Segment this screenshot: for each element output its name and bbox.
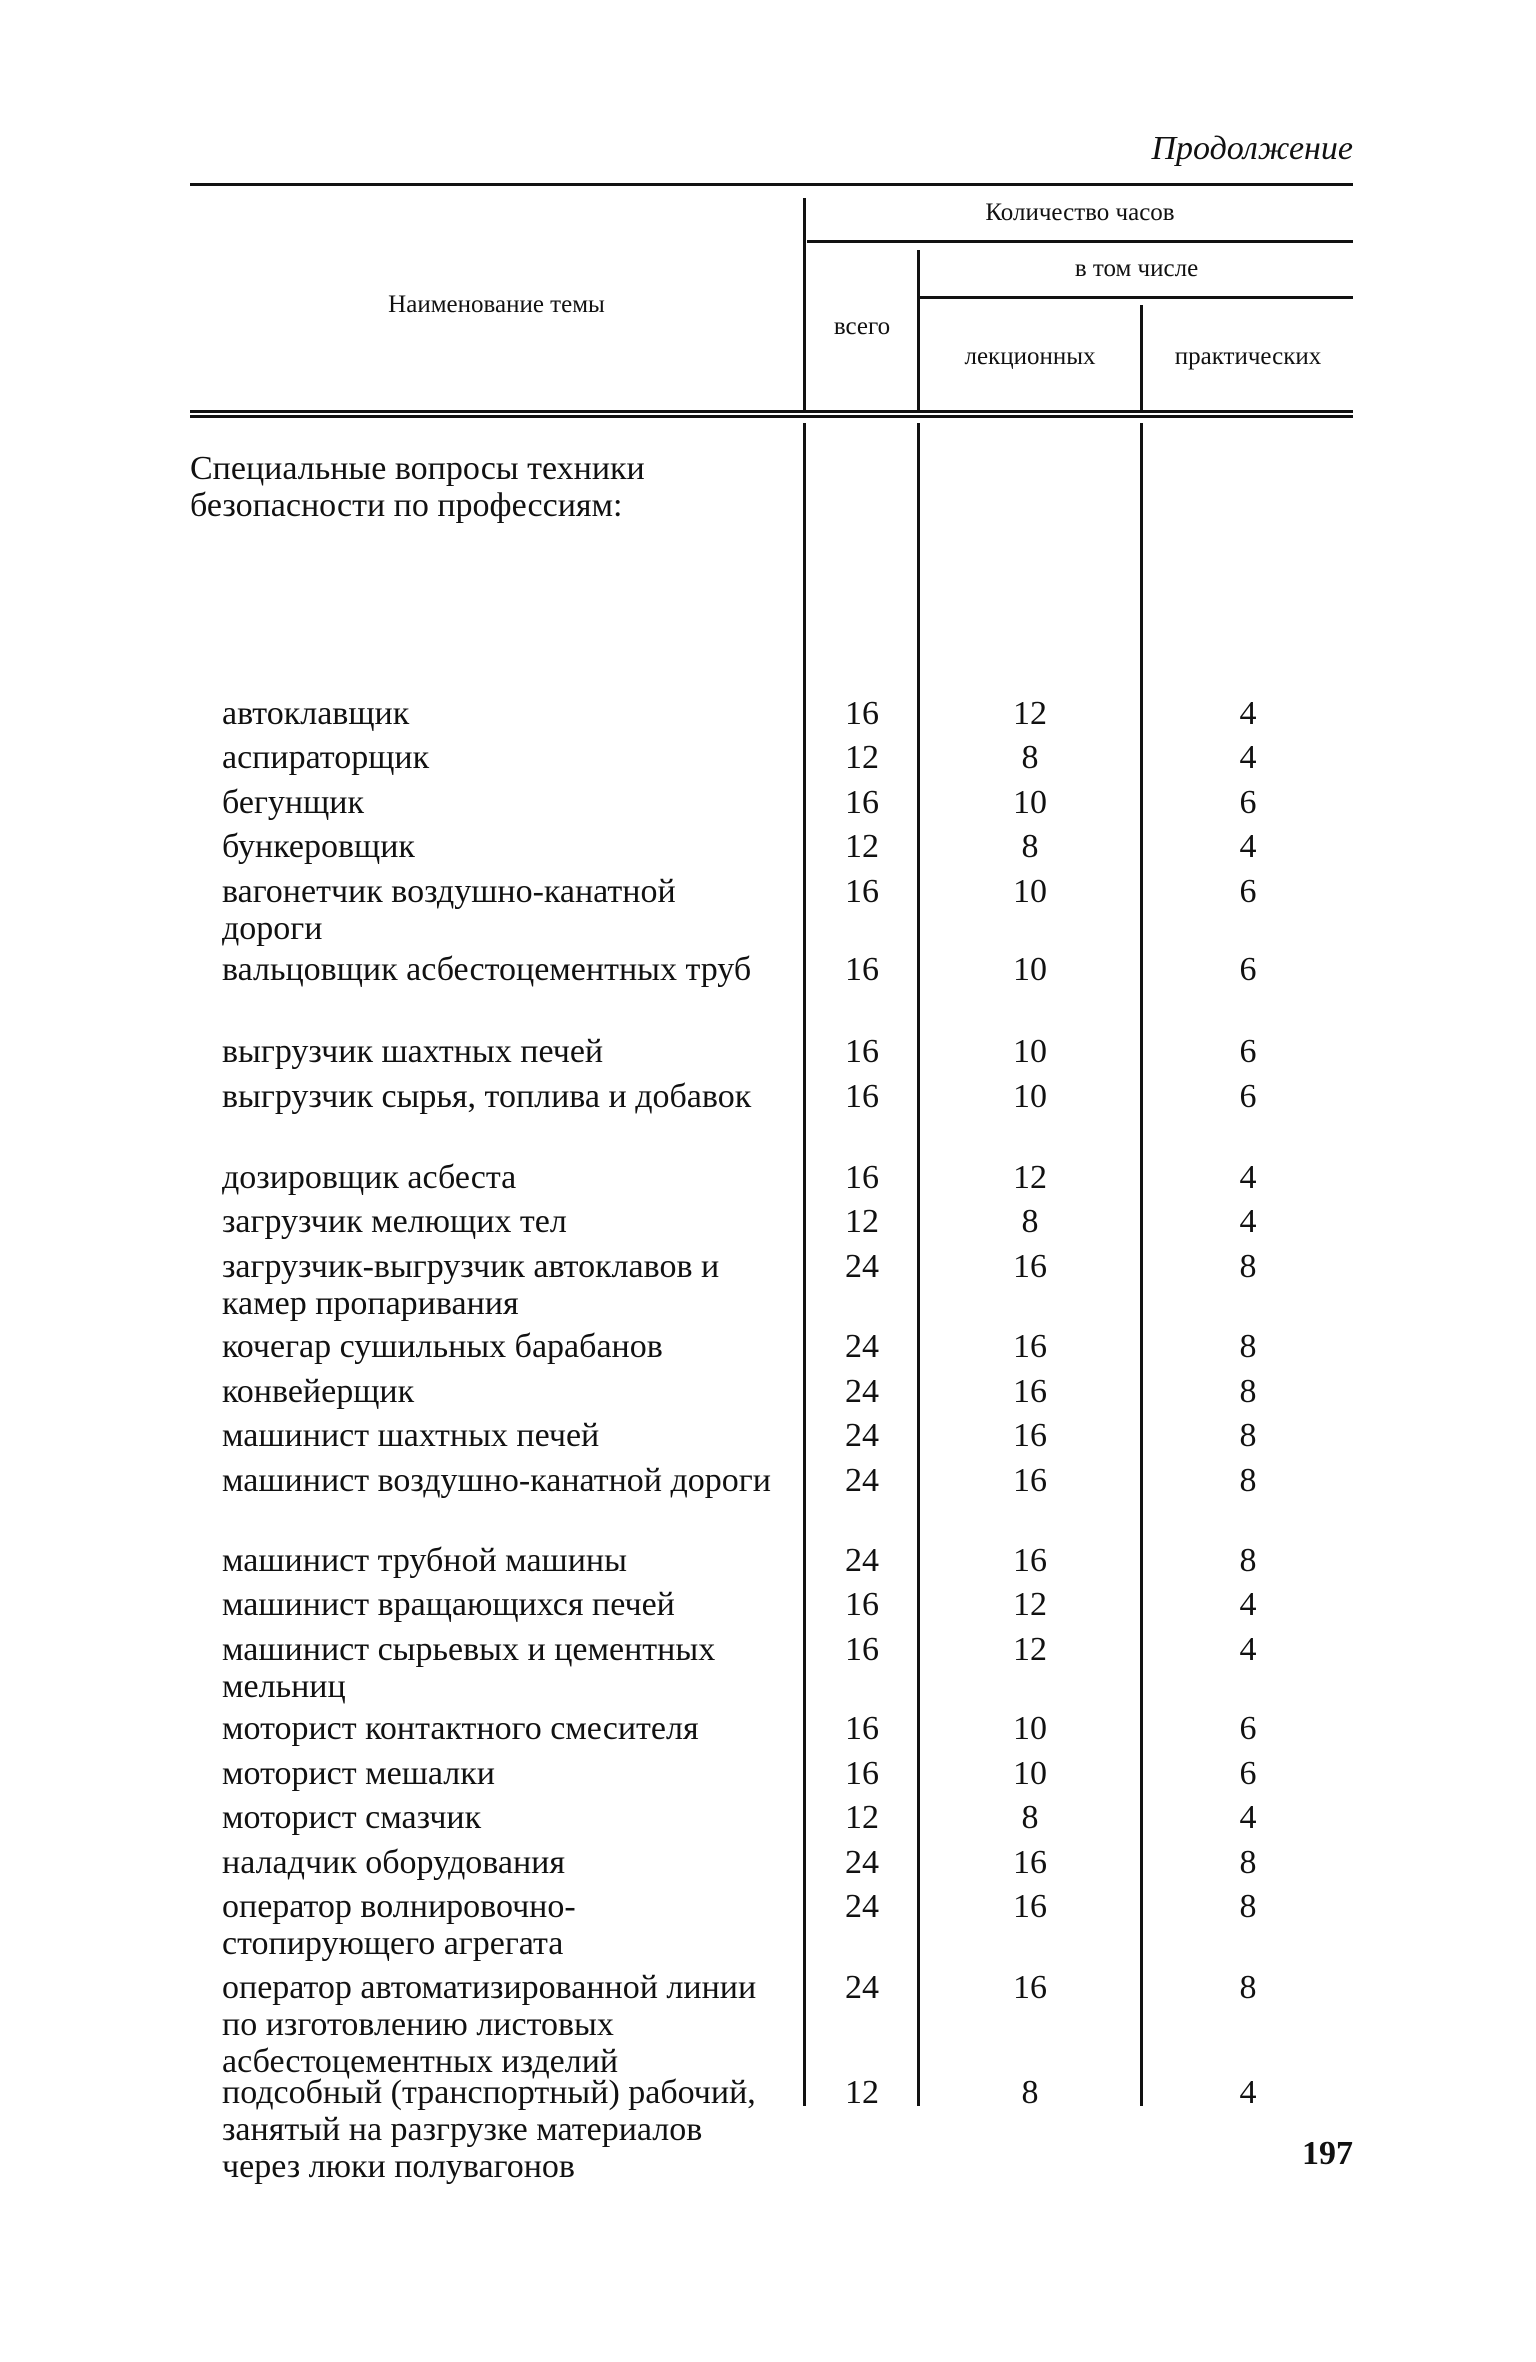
row-total: 16 (845, 951, 879, 988)
row-name: машинист воздушно-канатной дороги (222, 1462, 771, 1499)
row-total: 12 (845, 2074, 879, 2111)
row-practical: 4 (1239, 1159, 1257, 1196)
row-practical: 4 (1239, 1586, 1257, 1623)
row-practical: 6 (1239, 1078, 1257, 1115)
row-lectures: 16 (1013, 1248, 1047, 1285)
row-lectures: 16 (1013, 1888, 1047, 1925)
row-name: машинист вращающихся печей (222, 1586, 675, 1623)
row-total: 24 (845, 1417, 879, 1454)
row-practical: 8 (1239, 1373, 1257, 1410)
row-total: 16 (845, 1078, 879, 1115)
row-total: 16 (845, 1586, 879, 1623)
row-total: 16 (845, 784, 879, 821)
row-total: 24 (845, 1248, 879, 1285)
row-name: машинист сырьевых и цементных мельниц (222, 1631, 716, 1705)
continuation-label: Продолжение (1151, 130, 1353, 167)
col-divider-name-body (803, 423, 806, 2106)
table-top-rule (190, 183, 1353, 186)
row-practical: 6 (1239, 873, 1257, 910)
row-lectures: 8 (1021, 828, 1039, 865)
row-name: бегунщик (222, 784, 364, 821)
row-lectures: 16 (1013, 1328, 1047, 1365)
row-lectures: 12 (1013, 1159, 1047, 1196)
row-lectures: 8 (1021, 1799, 1039, 1836)
header-including: в том числе (1074, 255, 1199, 282)
header-subrule-2 (920, 296, 1353, 299)
row-practical: 8 (1239, 1542, 1257, 1579)
row-name: машинист шахтных печей (222, 1417, 600, 1454)
row-lectures: 10 (1013, 951, 1047, 988)
row-name: загрузчик мелющих тел (222, 1203, 567, 1240)
row-practical: 6 (1239, 784, 1257, 821)
row-lectures: 10 (1013, 784, 1047, 821)
row-lectures: 12 (1013, 1586, 1047, 1623)
header-practical: практических (1174, 343, 1322, 370)
row-name: загрузчик-выгрузчик автоклавов и камер пропаривания (222, 1248, 720, 1322)
row-total: 16 (845, 873, 879, 910)
row-lectures: 8 (1021, 739, 1039, 776)
row-name: аспираторщик (222, 739, 430, 776)
row-name: наладчик оборудования (222, 1844, 565, 1881)
header-lectures: лекционных (964, 343, 1096, 370)
row-practical: 4 (1239, 1631, 1257, 1668)
row-total: 12 (845, 739, 879, 776)
row-practical: 6 (1239, 1755, 1257, 1792)
row-lectures: 8 (1021, 1203, 1039, 1240)
row-practical: 4 (1239, 1799, 1257, 1836)
row-practical: 4 (1239, 1203, 1257, 1240)
row-name: машинист трубной машины (222, 1542, 627, 1579)
row-practical: 6 (1239, 951, 1257, 988)
row-name: выгрузчик сырья, топлива и добавок (222, 1078, 752, 1115)
row-lectures: 8 (1021, 2074, 1039, 2111)
header-topic-name: Наименование темы (388, 291, 605, 318)
header-hours-count: Количество часов (985, 199, 1175, 226)
row-name: моторист контактного смесителя (222, 1710, 699, 1747)
page-number: 197 (1302, 2135, 1353, 2172)
row-name: дозировщик асбеста (222, 1159, 517, 1196)
row-practical: 4 (1239, 695, 1257, 732)
row-total: 24 (845, 1844, 879, 1881)
row-name: конвейерщик (222, 1373, 415, 1410)
row-lectures: 16 (1013, 1462, 1047, 1499)
row-total: 16 (845, 1159, 879, 1196)
row-total: 24 (845, 1969, 879, 2006)
row-lectures: 16 (1013, 1969, 1047, 2006)
row-lectures: 16 (1013, 1542, 1047, 1579)
row-total: 24 (845, 1542, 879, 1579)
row-lectures: 12 (1013, 695, 1047, 732)
header-subrule-1 (807, 240, 1353, 243)
row-name: подсобный (транспортный) рабочий, занятый на разгрузке материалов через люки полувагонов (222, 2074, 756, 2185)
header-bottom-rule-2 (190, 415, 1353, 418)
row-practical: 8 (1239, 1844, 1257, 1881)
row-lectures: 10 (1013, 1710, 1047, 1747)
row-total: 12 (845, 828, 879, 865)
row-total: 16 (845, 1755, 879, 1792)
row-lectures: 16 (1013, 1417, 1047, 1454)
row-name: моторист смазчик (222, 1799, 482, 1836)
row-total: 16 (845, 1710, 879, 1747)
row-practical: 8 (1239, 1888, 1257, 1925)
row-practical: 8 (1239, 1462, 1257, 1499)
row-total: 24 (845, 1328, 879, 1365)
row-total: 12 (845, 1799, 879, 1836)
row-total: 16 (845, 1033, 879, 1070)
row-lectures: 16 (1013, 1373, 1047, 1410)
header-bottom-rule (190, 410, 1353, 413)
row-practical: 6 (1239, 1710, 1257, 1747)
row-lectures: 12 (1013, 1631, 1047, 1668)
row-name: кочегар сушильных барабанов (222, 1328, 663, 1365)
row-total: 16 (845, 1631, 879, 1668)
row-total: 12 (845, 1203, 879, 1240)
row-total: 24 (845, 1462, 879, 1499)
header-total: всего (833, 313, 891, 340)
row-practical: 6 (1239, 1033, 1257, 1070)
row-name: бункеровщик (222, 828, 415, 865)
row-lectures: 10 (1013, 1078, 1047, 1115)
row-practical: 8 (1239, 1248, 1257, 1285)
row-name: моторист мешалки (222, 1755, 495, 1792)
row-practical: 4 (1239, 828, 1257, 865)
row-name: оператор волнировочно-стопирующего агрегата (222, 1888, 576, 1962)
row-practical: 8 (1239, 1417, 1257, 1454)
row-practical: 4 (1239, 2074, 1257, 2111)
row-name: вальцовщик асбестоцементных труб (222, 951, 752, 988)
row-total: 24 (845, 1888, 879, 1925)
row-lectures: 10 (1013, 1033, 1047, 1070)
row-total: 16 (845, 695, 879, 732)
row-lectures: 16 (1013, 1844, 1047, 1881)
row-name: вагонетчик воздушно-канатной дороги (222, 873, 676, 947)
row-total: 24 (845, 1373, 879, 1410)
section-title: Специальные вопросы техники безопасности по профессиям: (190, 450, 645, 524)
row-name: оператор автоматизированной линии по изготовлению листовых асбестоцементных изделий (222, 1969, 757, 2080)
row-lectures: 10 (1013, 873, 1047, 910)
row-practical: 8 (1239, 1969, 1257, 2006)
col-divider-name (803, 198, 806, 410)
row-lectures: 10 (1013, 1755, 1047, 1792)
row-name: выгрузчик шахтных печей (222, 1033, 604, 1070)
row-practical: 4 (1239, 739, 1257, 776)
row-practical: 8 (1239, 1328, 1257, 1365)
row-name: автоклавщик (222, 695, 410, 732)
